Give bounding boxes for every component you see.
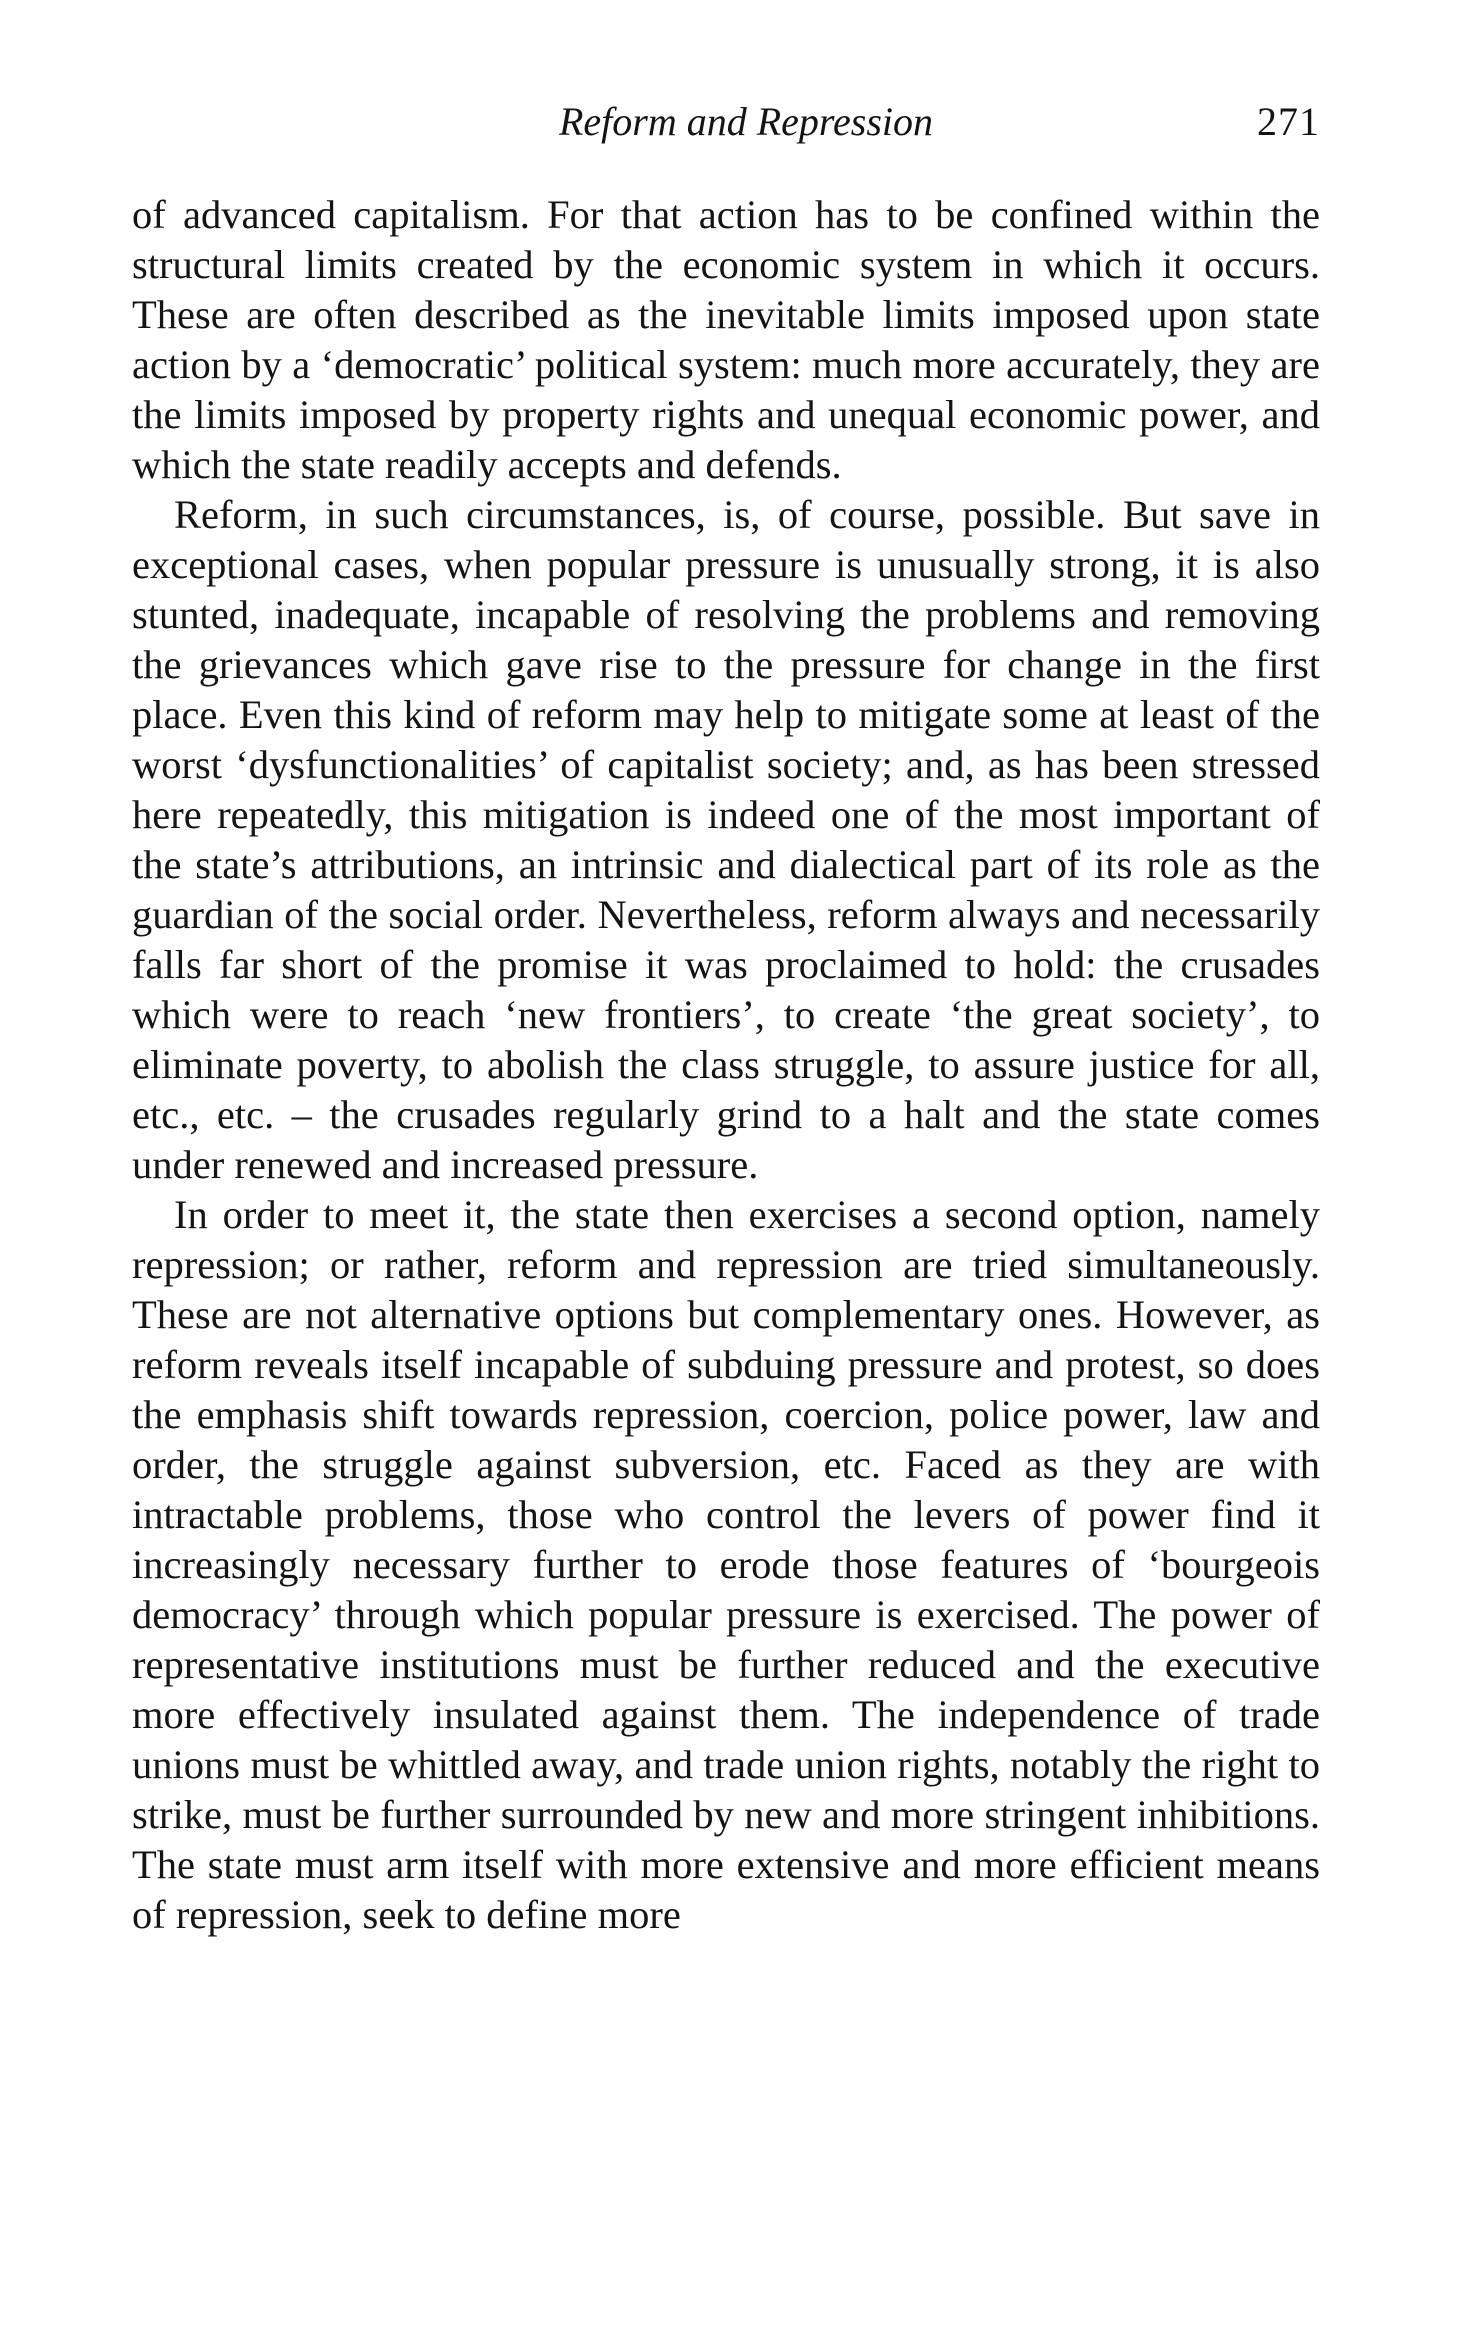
running-title: Reform and Repression <box>558 99 934 144</box>
paragraph-continuation: of advanced capitalism. For that action has to be confined within the structural limits created by the economic system in which it occurs. These are often described as the inevitable limits imposed upon state action by a ‘democratic’ political system: much more accurately, they are the limits imposed by property rights and unequal economic power, and which the state readily accepts and defends. <box>132 192 1320 487</box>
body-text <box>132 190 1320 1940</box>
paragraph-reform: Reform, in such circumstances, is, of course, possible. But save in exceptional cases, when popular pressure is unusually strong, it is also stunted, inadequate, incapable of resolving the problems and removing the grievances which gave rise to the pressure for change in the first place. Even this kind of reform may help to mitigate some at least of the worst ‘dysfunctionalities’ of capitalist society; and, as has been stressed here repeatedly, this mitigation is indeed one of the most important of the state’s attributions, an intrinsic and dialectical part of its role as the guardian of the social order. Nevertheless, reform always and necessarily falls far short of the promise it was proclaimed to hold: the crusades which were to reach ‘new frontiers’, to create ‘the great society’, to eliminate poverty, to abolish the class struggle, to assure justice for all, etc., etc. – the crusades regularly grind to a halt and the state comes under renewed and increased pressure. <box>132 492 1320 1187</box>
paragraph-repression: In order to meet it, the state then exercises a second option, namely repression; or rather, reform and repression are tried simultaneously. These are not alternative options but complementary ones. However, as reform reveals itself incapable of subduing pressure and protest, so does the emphasis shift towards repression, coercion, police power, law and order, the struggle against subversion, etc. Faced as they are with intractable problems, those who control the levers of power find it increasingly necessary further to erode those features of ‘bourgeois democracy’ through which popular pressure is exercised. The power of representative institutions must be further reduced and the executive more effectively insulated against them. The independence of trade unions must be whittled away, and trade union rights, notably the right to strike, must be further surrounded by new and more stringent inhibitions. The state must arm itself with more extensive and more efficient means of repression, seek to define more <box>132 1192 1320 1937</box>
page-number: 271 <box>1257 99 1320 144</box>
page-header <box>132 96 1320 156</box>
